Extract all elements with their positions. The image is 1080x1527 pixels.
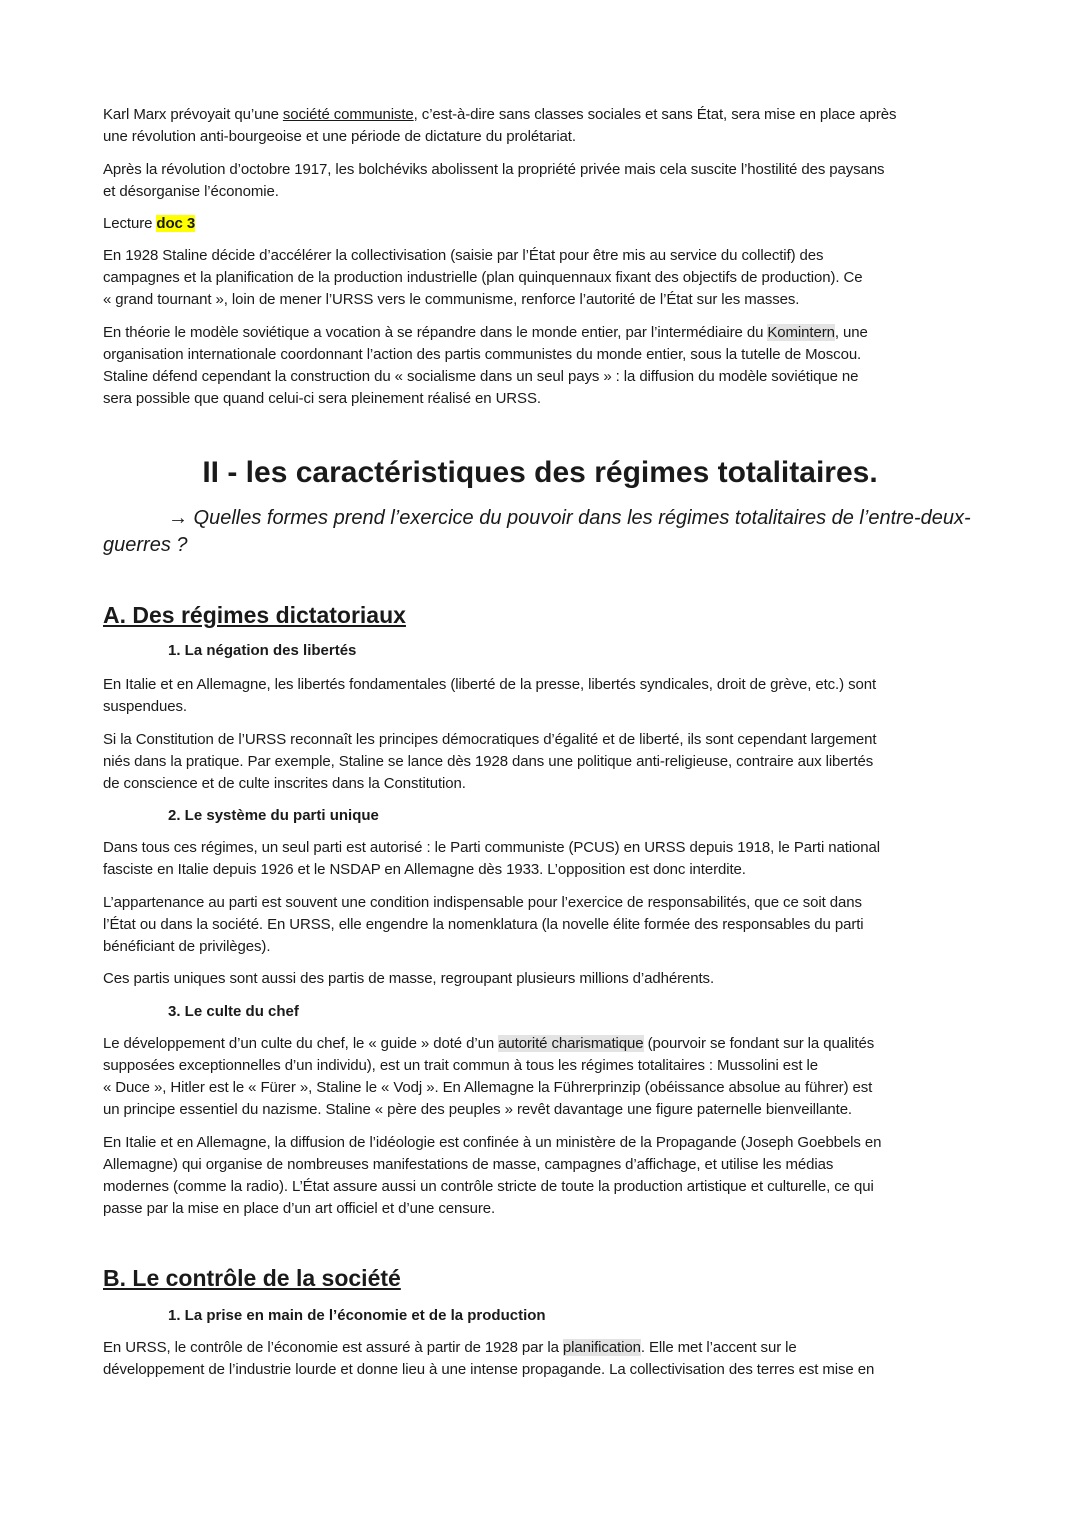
text-line <box>103 1176 1020 1198</box>
text-line <box>103 1033 1020 1055</box>
text: En Italie et en Allemagne, la diffusion de l’idéologie est confinée à un ministère de la Propagande (Joseph Goebbels en <box>103 1134 882 1151</box>
text: , c’est-à-dire sans classes sociales et sans État, sera mise en place après <box>413 106 897 123</box>
text: organisation internationale coordonnant l’action des partis communistes du monde entier, sous la tutelle de Moscou. <box>103 346 862 363</box>
text: sera possible que quand celui-ci sera pleinement réalisé en URSS. <box>103 390 541 407</box>
text: passe par la mise en place d’un art officiel et d’une censure. <box>103 1200 496 1217</box>
text-line <box>103 1198 1020 1220</box>
text: « Duce », Hitler est le « Fürer », Staline le « Vodj ». En Allemagne la Führerprinzip (obéissance absolue au führer) est <box>103 1079 873 1096</box>
paragraph <box>103 837 1020 881</box>
text-line <box>103 159 1020 181</box>
text: supposées exceptionnelles d’un individu), est un trait commun à tous les régimes totalitaires : Mussolini est le <box>103 1057 818 1074</box>
text-line <box>103 104 1020 126</box>
text: Si la Constitution de l’URSS reconnaît les principes démocratiques d’égalité et de liberté, ils sont cependant largement <box>103 731 877 748</box>
text-line <box>103 751 1020 773</box>
text-line <box>103 1132 1020 1154</box>
subsection-heading: B. Le contrôle de la société <box>103 1265 401 1291</box>
text: , une <box>834 324 868 341</box>
paragraph <box>103 245 1020 311</box>
text: Le développement d’un culte du chef, le « guide » doté d’un <box>103 1035 499 1052</box>
text: . Elle met l’accent sur le <box>640 1339 797 1356</box>
text: « grand tournant », loin de mener l’URSS vers le communisme, renforce l’autorité de l’État sur les masses. <box>103 291 800 308</box>
text: une révolution anti-bourgeoise et une période de dictature du prolétariat. <box>103 128 576 145</box>
text-line <box>103 696 1020 718</box>
subsection-heading: A. Des régimes dictatoriaux <box>103 602 406 628</box>
sub-subsection-heading: 3. Le culte du chef <box>168 1003 299 1020</box>
shaded-term: Komintern <box>767 324 835 341</box>
highlighted-text: doc 3 <box>156 215 196 232</box>
text-line <box>103 892 1020 914</box>
text: niés dans la pratique. Par exemple, Staline se lance dès 1928 dans une politique anti-religieuse, contraire aux libertés <box>103 753 874 770</box>
text-line <box>103 181 1020 203</box>
text: de conscience et de culte inscrites dans la Constitution. <box>103 775 466 792</box>
question-line: guerres ? <box>103 534 188 556</box>
text: modernes (comme la radio). L’État assure aussi un contrôle stricte de toute la production artistique et culturelle, ce qui <box>103 1178 874 1195</box>
text: En URSS, le contrôle de l’économie est assuré à partir de 1928 par la <box>103 1339 563 1356</box>
text: développement de l’industrie lourde et donne lieu à une intense propagande. La collectivisation des terres est mise en <box>103 1361 875 1378</box>
text: Dans tous ces régimes, un seul parti est autorisé : le Parti communiste (PCUS) en URSS depuis 1918, le Parti national <box>103 839 881 856</box>
text: Lecture <box>103 215 157 232</box>
question-line: → Quelles formes prend l’exercice du pouvoir dans les régimes totalitaires de l’entre-deux- <box>168 507 971 529</box>
paragraph <box>103 213 1020 235</box>
sub-subsection-heading: 1. La prise en main de l’économie et de la production <box>168 1307 546 1324</box>
text-line <box>103 837 1020 859</box>
text: En théorie le modèle soviétique a vocation à se répandre dans le monde entier, par l’intermédiaire du <box>103 324 768 341</box>
paragraph <box>103 322 1020 410</box>
text: Staline défend cependant la construction du « socialisme dans un seul pays » : la diffusion du modèle soviétique ne <box>103 368 859 385</box>
text: fasciste en Italie depuis 1926 et le NSDAP en Allemagne dès 1933. L’opposition est donc interdite. <box>103 861 746 878</box>
text-line <box>103 344 1020 366</box>
text-line <box>103 729 1020 751</box>
paragraph <box>103 729 1020 795</box>
text: suspendues. <box>103 698 187 715</box>
text-line <box>103 1055 1020 1077</box>
text-line <box>103 245 1020 267</box>
text-line <box>103 1154 1020 1176</box>
paragraph <box>103 674 1020 718</box>
text-line <box>103 322 1020 344</box>
paragraph <box>103 1337 1020 1381</box>
text: campagnes et la planification de la production industrielle (plan quinquennaux fixant des objectifs de production). Ce <box>103 269 863 286</box>
text: En Italie et en Allemagne, les libertés fondamentales (liberté de la presse, libertés syndicales, droit de grève, etc.) sont <box>103 676 877 693</box>
text-line <box>103 1359 1020 1381</box>
text-line <box>103 267 1020 289</box>
text: Karl Marx prévoyait qu’une <box>103 106 283 123</box>
guiding-question <box>103 505 1020 559</box>
paragraph <box>103 892 1020 958</box>
text: En 1928 Staline décide d’accélérer la collectivisation (saisie par l’État pour être mis au service du collectif) des <box>103 247 824 264</box>
text-line <box>103 1077 1020 1099</box>
text: et désorganise l’économie. <box>103 183 279 200</box>
text-line <box>103 1099 1020 1121</box>
paragraph <box>103 159 1020 203</box>
text-line <box>103 366 1020 388</box>
text: (pourvoir se fondant sur la qualités <box>643 1035 875 1052</box>
shaded-term: planification <box>562 1339 641 1356</box>
text-line <box>103 126 1020 148</box>
text-line <box>103 674 1020 696</box>
text-line <box>103 213 1020 235</box>
sub-subsection-heading: 2. Le système du parti unique <box>168 807 379 824</box>
text-line <box>103 289 1020 311</box>
text-line <box>103 859 1020 881</box>
paragraph <box>103 968 1020 990</box>
text: l’État ou dans la société. En URSS, elle engendre la nomenklatura (la novelle élite formée des responsables du parti <box>103 916 864 933</box>
paragraph <box>103 104 1020 148</box>
text-line <box>103 968 1020 990</box>
text: un principe essentiel du nazisme. Staline « père des peuples » revêt davantage une figure paternelle bienveillante. <box>103 1101 853 1118</box>
text: Après la révolution d’octobre 1917, les bolchéviks abolissent la propriété privée mais cela suscite l’hostilité des paysans <box>103 161 885 178</box>
paragraph <box>103 1132 1020 1220</box>
paragraph <box>103 1033 1020 1121</box>
text-line <box>103 1337 1020 1359</box>
text: bénéficiant de privilèges). <box>103 938 271 955</box>
text: Allemagne) qui organise de nombreuses manifestations de masse, campagnes d’affichage, et utilise les médias <box>103 1156 834 1173</box>
underlined-term: société communiste <box>282 106 414 123</box>
sub-subsection-heading: 1. La négation des libertés <box>168 642 357 659</box>
text: Ces partis uniques sont aussi des partis de masse, regroupant plusieurs millions d’adhérents. <box>103 970 715 987</box>
text-line <box>103 914 1020 936</box>
shaded-term: autorité charismatique <box>498 1035 644 1052</box>
text-line <box>103 773 1020 795</box>
text-line <box>103 936 1020 958</box>
text: L’appartenance au parti est souvent une condition indispensable pour l’exercice de responsabilités, que ce soit dans <box>103 894 862 911</box>
section-title: II - les caractéristiques des régimes totalitaires. <box>202 456 878 489</box>
text-line <box>103 388 1020 410</box>
